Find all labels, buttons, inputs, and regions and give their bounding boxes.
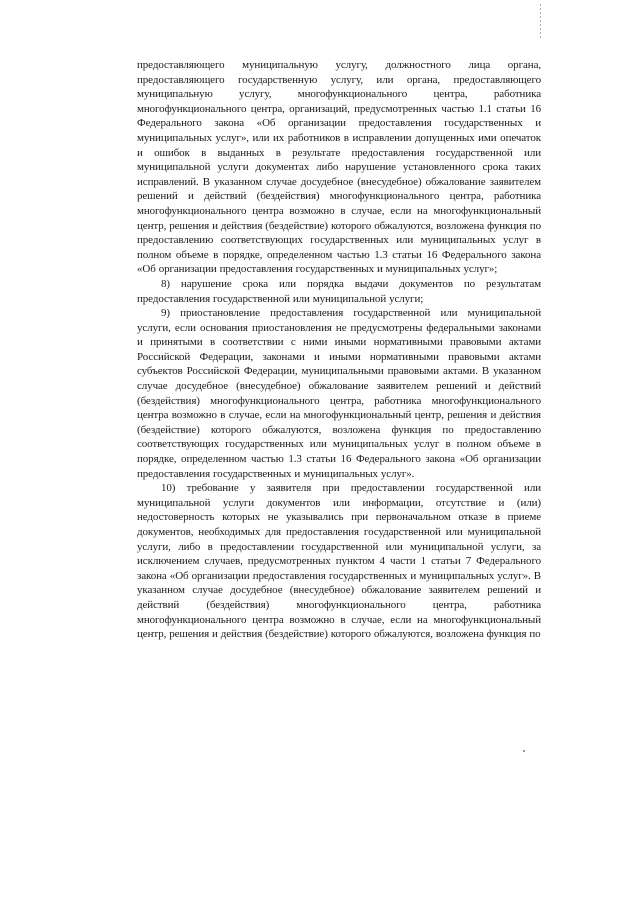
paragraph-item-10: 10) требование у заявителя при предоставлении государственной или муниципальной услуги документов или информации, отсутствие и (или) недостоверность которых не указывались при первоначальном отказе в приеме документов, необходимых для предоставления государственной или муниципальной услуги, либо в предоставлении государственной или муниципальной услуги, за исключением случаев, предусмотренных пунктом 4 части 1 статьи 7 Федерального закона «Об организации предоставления государственных и муниципальных услуг». В указанном случае досудебное (внесудебное) обжалование заявителем решений и действий (бездействия) многофункционального центра, работника многофункционального центра возможно в случае, если на многофункциональный центр, решения и действия (бездействие) которого обжалуются, возложена функция по	[137, 482, 541, 641]
scan-artifact-dot	[523, 750, 525, 752]
scan-artifact-mark	[540, 4, 541, 38]
document-body	[137, 58, 541, 642]
paragraph-continuation: предоставляющего муниципальную услугу, должностного лица органа, предоставляющего государственную услугу, или органа, предоставляющего муниципальную услугу, многофункционального центра, работника многофункционального центра, организаций, предусмотренных частью 1.1 статьи 16 Федерального закона «Об организации предоставления государственных и муниципальных услуг», или их работников в исправлении допущенных ими опечаток и ошибок в выданных в результате предоставления государственной или муниципальной услуги документах либо нарушение установленного срока таких исправлений. В указанном случае досудебное (внесудебное) обжалование заявителем решений и действий (бездействия) многофункционального центра, работника многофункционального центра возможно в случае, если на многофункциональный центр, решения и действия (бездействие) которого обжалуются, возложена функция по предоставлению соответствующих государственных или муниципальных услуг в полном объеме в порядке, определенном частью 1.3 статьи 16 Федерального закона «Об организации предоставления государственных и муниципальных услуг»;	[137, 59, 541, 276]
paragraph-item-9: 9) приостановление предоставления государственной или муниципальной услуги, если основания приостановления не предусмотрены федеральными законами и принятыми в соответствии с ними иными нормативными правовыми актами Российской Федерации, законами и иными нормативными правовыми актами субъектов Российской Федерации, муниципальными правовыми актами. В указанном случае досудебное (внесудебное) обжалование заявителем решений и действий (бездействия) многофункционального центра, работника многофункционального центра возможно в случае, если на многофункциональный центр, решения и действия (бездействие) которого обжалуются, возложена функция по предоставлению соответствующих государственных или муниципальных услуг в полном объеме в порядке, определенном частью 1.3 статьи 16 Федерального закона «Об организации предоставления государственных и муниципальных услуг».	[137, 307, 541, 480]
paragraph-item-8: 8) нарушение срока или порядка выдачи документов по результатам предоставления государственной или муниципальной услуги;	[137, 277, 541, 305]
